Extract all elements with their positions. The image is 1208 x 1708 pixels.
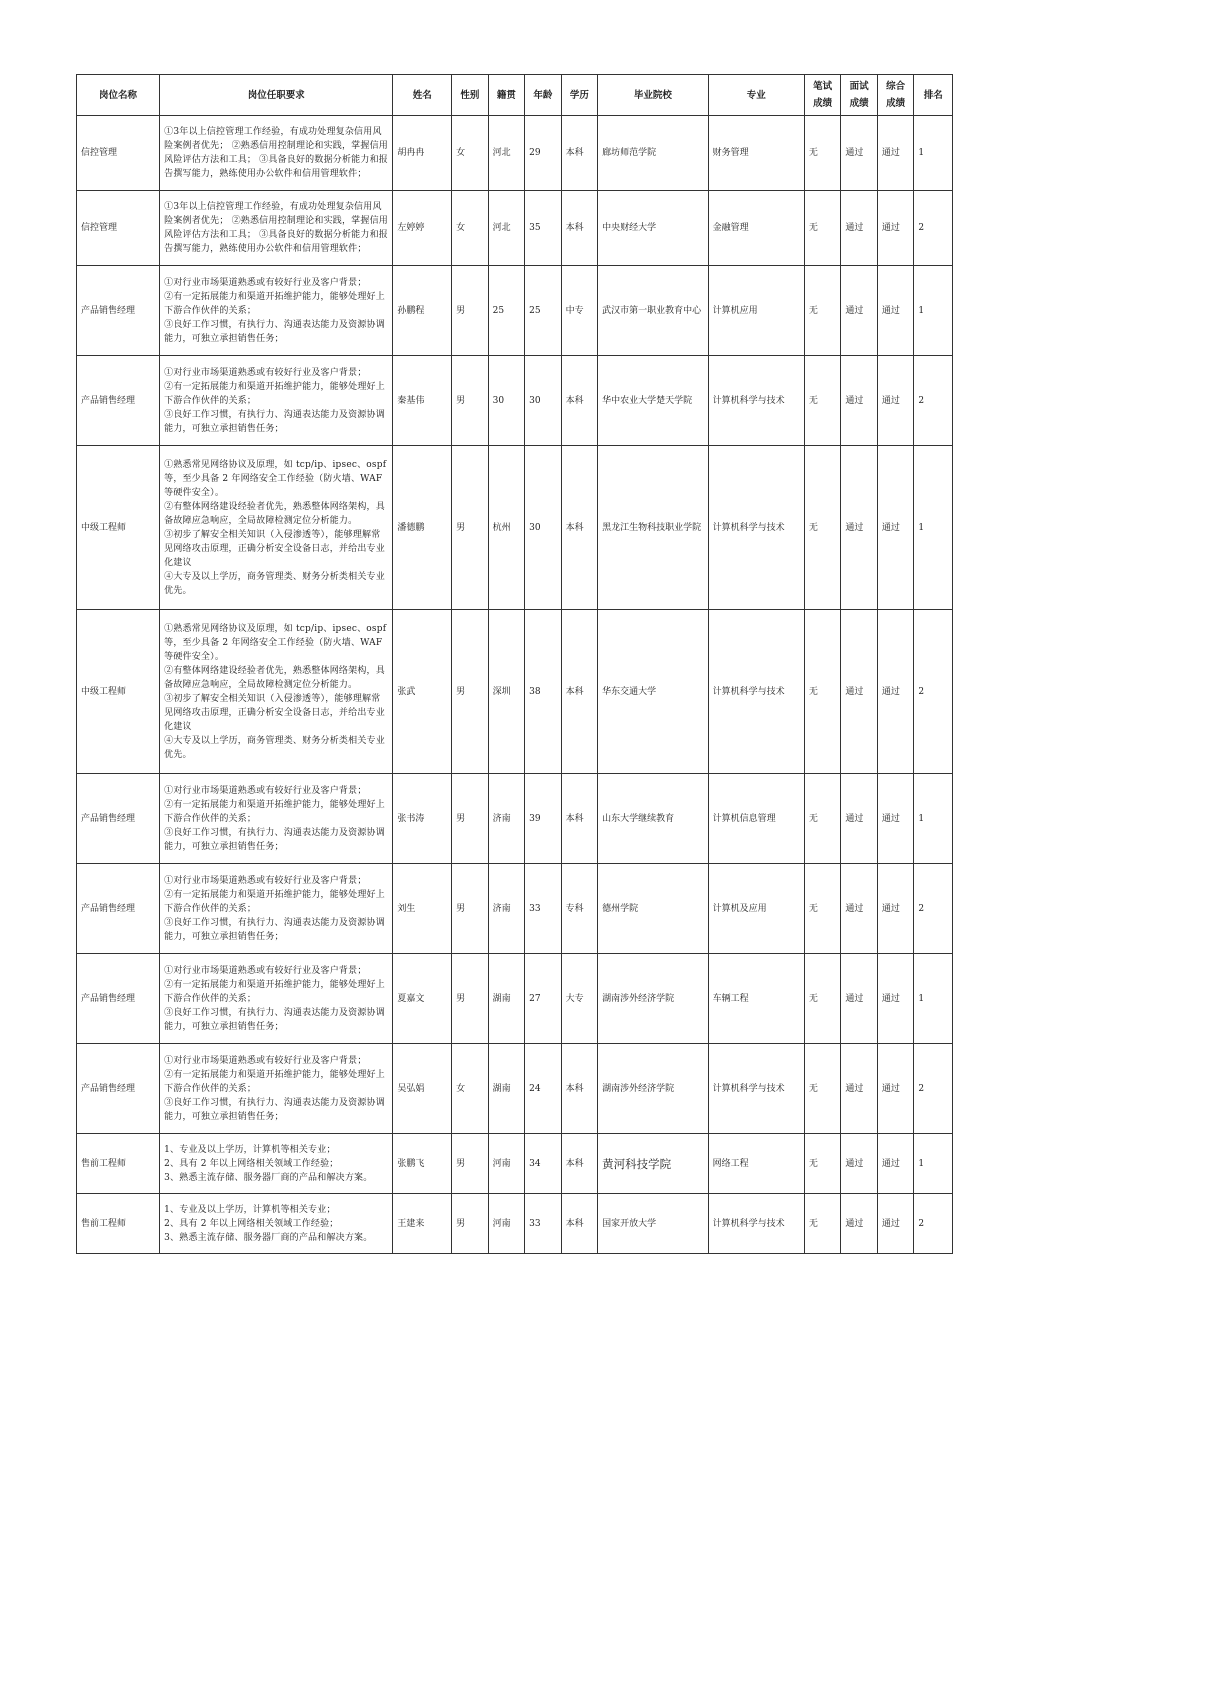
cell-gender: 男 [452,1134,489,1194]
cell-major: 财务管理 [708,116,804,191]
cell-rank: 2 [914,864,953,954]
cell-education: 本科 [561,356,598,446]
cell-interview-score: 通过 [841,356,878,446]
cell-gender: 男 [452,266,489,356]
cell-position: 产品销售经理 [77,266,160,356]
cell-overall-score: 通过 [877,1134,914,1194]
cell-school: 中央财经大学 [598,191,709,266]
cell-position: 中级工程师 [77,610,160,774]
table-row [77,610,953,774]
cell-position: 产品销售经理 [77,356,160,446]
cell-rank: 1 [914,1134,953,1194]
cell-position: 售前工程师 [77,1134,160,1194]
cell-major: 计算机科学与技术 [708,1044,804,1134]
cell-education: 专科 [561,864,598,954]
cell-overall-score: 通过 [877,864,914,954]
cell-school: 山东大学继续教育 [598,774,709,864]
cell-native-place: 济南 [488,774,525,864]
cell-major: 网络工程 [708,1134,804,1194]
cell-native-place: 河南 [488,1134,525,1194]
cell-name: 夏嘉文 [393,954,452,1044]
cell-interview-score: 通过 [841,610,878,774]
cell-school: 湖南涉外经济学院 [598,1044,709,1134]
cell-age: 34 [525,1134,562,1194]
cell-name: 潘德鹏 [393,446,452,610]
cell-name: 刘生 [393,864,452,954]
cell-overall-score: 通过 [877,446,914,610]
cell-interview-score: 通过 [841,864,878,954]
cell-rank: 1 [914,774,953,864]
cell-written-score: 无 [804,610,841,774]
cell-major: 计算机及应用 [708,864,804,954]
cell-gender: 女 [452,1044,489,1134]
cell-education: 本科 [561,1134,598,1194]
cell-interview-score: 通过 [841,1134,878,1194]
cell-gender: 女 [452,116,489,191]
cell-written-score: 无 [804,356,841,446]
cell-education: 大专 [561,954,598,1044]
cell-age: 38 [525,610,562,774]
cell-school: 黑龙江生物科技职业学院 [598,446,709,610]
cell-major: 计算机科学与技术 [708,446,804,610]
cell-name: 左婷婷 [393,191,452,266]
cell-gender: 男 [452,610,489,774]
cell-rank: 1 [914,954,953,1044]
table-row [77,446,953,610]
cell-rank: 1 [914,446,953,610]
cell-written-score: 无 [804,1134,841,1194]
cell-name: 秦基伟 [393,356,452,446]
cell-written-score: 无 [804,1044,841,1134]
table-row [77,954,953,1044]
cell-requirements: ①3年以上信控管理工作经验，有成功处理复杂信用风险案例者优先； ②熟悉信用控制理论和实践，掌握信用风险评估方法和工具； ③具备良好的数据分析能力和报告撰写能力，熟练使用办公软件和信用管理软件； [160,116,393,191]
cell-age: 29 [525,116,562,191]
header-requirements: 岗位任职要求 [160,75,393,116]
cell-requirements: ①对行业市场渠道熟悉或有较好行业及客户背景； ②有一定拓展能力和渠道开拓维护能力，能够处理好上下游合作伙伴的关系； ③良好工作习惯，有执行力、沟通表达能力及资源协调能力，可独立承担销售任务； [160,1044,393,1134]
cell-education: 本科 [561,191,598,266]
table-row [77,1194,953,1254]
header-row [77,75,953,116]
cell-native-place: 河北 [488,191,525,266]
cell-position: 中级工程师 [77,446,160,610]
cell-education: 本科 [561,1194,598,1254]
cell-native-place: 30 [488,356,525,446]
header-interview-score: 面试 成绩 [841,75,878,116]
table-row [77,266,953,356]
table-row [77,1044,953,1134]
cell-gender: 男 [452,1194,489,1254]
cell-education: 本科 [561,610,598,774]
cell-native-place: 杭州 [488,446,525,610]
cell-overall-score: 通过 [877,266,914,356]
cell-requirements: ①对行业市场渠道熟悉或有较好行业及客户背景； ②有一定拓展能力和渠道开拓维护能力，能够处理好上下游合作伙伴的关系； ③良好工作习惯，有执行力、沟通表达能力及资源协调能力，可独立承担销售任务； [160,356,393,446]
cell-age: 39 [525,774,562,864]
cell-written-score: 无 [804,191,841,266]
header-school: 毕业院校 [598,75,709,116]
cell-native-place: 湖南 [488,1044,525,1134]
cell-native-place: 湖南 [488,954,525,1044]
cell-school: 华东交通大学 [598,610,709,774]
cell-written-score: 无 [804,1194,841,1254]
header-written-score: 笔试 成绩 [804,75,841,116]
cell-written-score: 无 [804,446,841,610]
cell-native-place: 深圳 [488,610,525,774]
cell-major: 计算机科学与技术 [708,356,804,446]
cell-requirements: ①对行业市场渠道熟悉或有较好行业及客户背景； ②有一定拓展能力和渠道开拓维护能力，能够处理好上下游合作伙伴的关系； ③良好工作习惯，有执行力、沟通表达能力及资源协调能力，可独立承担销售任务； [160,266,393,356]
cell-name: 胡冉冉 [393,116,452,191]
cell-requirements: ①3年以上信控管理工作经验，有成功处理复杂信用风险案例者优先； ②熟悉信用控制理论和实践，掌握信用风险评估方法和工具； ③具备良好的数据分析能力和报告撰写能力，熟练使用办公软件和信用管理软件； [160,191,393,266]
cell-interview-score: 通过 [841,954,878,1044]
cell-name: 孙鹏程 [393,266,452,356]
cell-school: 德州学院 [598,864,709,954]
cell-written-score: 无 [804,864,841,954]
cell-major: 计算机应用 [708,266,804,356]
cell-position: 产品销售经理 [77,774,160,864]
cell-written-score: 无 [804,266,841,356]
cell-interview-score: 通过 [841,446,878,610]
header-rank: 排名 [914,75,953,116]
cell-name: 张武 [393,610,452,774]
header-major: 专业 [708,75,804,116]
cell-age: 25 [525,266,562,356]
header-age: 年龄 [525,75,562,116]
cell-requirements: ①熟悉常见网络协议及原理，如 tcp/ip、ipsec、ospf 等，至少具备 2 年网络安全工作经验（防火墙、WAF 等硬件安全）。 ②有整体网络建设经验者优先，熟悉整体网络架构，具备故障应急响应，全局故障检测定位分析能力。 ③初步了解安全相关知识（入侵渗透等），能够理解常见网络攻击原理，正确分析安全设备日志，并给出专业化建议 ④大专及以上学历，商务管理类、财务分析类相关专业优先。 [160,446,393,610]
cell-overall-score: 通过 [877,1044,914,1134]
cell-written-score: 无 [804,954,841,1044]
cell-requirements: ①熟悉常见网络协议及原理，如 tcp/ip、ipsec、ospf 等，至少具备 2 年网络安全工作经验（防火墙、WAF 等硬件安全）。 ②有整体网络建设经验者优先，熟悉整体网络架构，具备故障应急响应，全局故障检测定位分析能力。 ③初步了解安全相关知识（入侵渗透等），能够理解常见网络攻击原理，正确分析安全设备日志，并给出专业化建议 ④大专及以上学历，商务管理类、财务分析类相关专业优先。 [160,610,393,774]
header-overall-score: 综合 成绩 [877,75,914,116]
cell-rank: 2 [914,610,953,774]
cell-rank: 2 [914,1044,953,1134]
cell-major: 金融管理 [708,191,804,266]
cell-overall-score: 通过 [877,774,914,864]
cell-overall-score: 通过 [877,610,914,774]
cell-overall-score: 通过 [877,356,914,446]
cell-interview-score: 通过 [841,1044,878,1134]
cell-age: 27 [525,954,562,1044]
cell-requirements: ①对行业市场渠道熟悉或有较好行业及客户背景； ②有一定拓展能力和渠道开拓维护能力，能够处理好上下游合作伙伴的关系； ③良好工作习惯，有执行力、沟通表达能力及资源协调能力，可独立承担销售任务； [160,774,393,864]
cell-education: 中专 [561,266,598,356]
cell-school: 廊坊师范学院 [598,116,709,191]
cell-name: 张鹏飞 [393,1134,452,1194]
table-row [77,116,953,191]
cell-position: 售前工程师 [77,1194,160,1254]
cell-gender: 男 [452,954,489,1044]
cell-position: 信控管理 [77,191,160,266]
cell-age: 24 [525,1044,562,1134]
cell-age: 33 [525,864,562,954]
cell-requirements: 1、专业及以上学历，计算机等相关专业； 2、具有 2 年以上网络相关领域工作经验； 3、熟悉主流存储、服务器厂商的产品和解决方案。 [160,1134,393,1194]
cell-school: 武汉市第一职业教育中心 [598,266,709,356]
cell-major: 计算机科学与技术 [708,610,804,774]
cell-gender: 男 [452,864,489,954]
cell-name: 王建来 [393,1194,452,1254]
cell-overall-score: 通过 [877,1194,914,1254]
cell-rank: 1 [914,266,953,356]
table-row [77,774,953,864]
cell-school: 华中农业大学楚天学院 [598,356,709,446]
cell-school: 黄河科技学院 [598,1134,709,1194]
cell-gender: 男 [452,356,489,446]
cell-native-place: 河北 [488,116,525,191]
cell-name: 吴弘娟 [393,1044,452,1134]
cell-gender: 男 [452,446,489,610]
table-row [77,1134,953,1194]
cell-age: 30 [525,446,562,610]
cell-requirements: ①对行业市场渠道熟悉或有较好行业及客户背景； ②有一定拓展能力和渠道开拓维护能力，能够处理好上下游合作伙伴的关系； ③良好工作习惯，有执行力、沟通表达能力及资源协调能力，可独立承担销售任务； [160,864,393,954]
cell-position: 产品销售经理 [77,864,160,954]
cell-rank: 1 [914,116,953,191]
cell-education: 本科 [561,1044,598,1134]
cell-age: 30 [525,356,562,446]
cell-overall-score: 通过 [877,116,914,191]
cell-education: 本科 [561,446,598,610]
cell-major: 车辆工程 [708,954,804,1044]
cell-gender: 男 [452,774,489,864]
cell-rank: 2 [914,1194,953,1254]
header-name: 姓名 [393,75,452,116]
cell-rank: 2 [914,191,953,266]
cell-written-score: 无 [804,116,841,191]
cell-major: 计算机信息管理 [708,774,804,864]
cell-age: 33 [525,1194,562,1254]
cell-school: 国家开放大学 [598,1194,709,1254]
cell-native-place: 河南 [488,1194,525,1254]
cell-interview-score: 通过 [841,191,878,266]
cell-education: 本科 [561,774,598,864]
cell-rank: 2 [914,356,953,446]
cell-requirements: 1、专业及以上学历，计算机等相关专业； 2、具有 2 年以上网络相关领域工作经验； 3、熟悉主流存储、服务器厂商的产品和解决方案。 [160,1194,393,1254]
cell-overall-score: 通过 [877,954,914,1044]
cell-native-place: 济南 [488,864,525,954]
cell-age: 35 [525,191,562,266]
cell-interview-score: 通过 [841,1194,878,1254]
header-gender: 性别 [452,75,489,116]
cell-overall-score: 通过 [877,191,914,266]
cell-position: 产品销售经理 [77,954,160,1044]
candidate-table [76,74,953,1254]
cell-position: 信控管理 [77,116,160,191]
cell-major: 计算机科学与技术 [708,1194,804,1254]
table-row [77,356,953,446]
header-position: 岗位名称 [77,75,160,116]
cell-interview-score: 通过 [841,266,878,356]
cell-interview-score: 通过 [841,774,878,864]
header-education: 学历 [561,75,598,116]
cell-education: 本科 [561,116,598,191]
cell-gender: 女 [452,191,489,266]
cell-school: 湖南涉外经济学院 [598,954,709,1044]
cell-position: 产品销售经理 [77,1044,160,1134]
cell-written-score: 无 [804,774,841,864]
table-row [77,864,953,954]
cell-native-place: 25 [488,266,525,356]
cell-requirements: ①对行业市场渠道熟悉或有较好行业及客户背景； ②有一定拓展能力和渠道开拓维护能力，能够处理好上下游合作伙伴的关系； ③良好工作习惯，有执行力、沟通表达能力及资源协调能力，可独立承担销售任务； [160,954,393,1044]
table-row [77,191,953,266]
cell-name: 张书涛 [393,774,452,864]
cell-interview-score: 通过 [841,116,878,191]
header-native-place: 籍贯 [488,75,525,116]
